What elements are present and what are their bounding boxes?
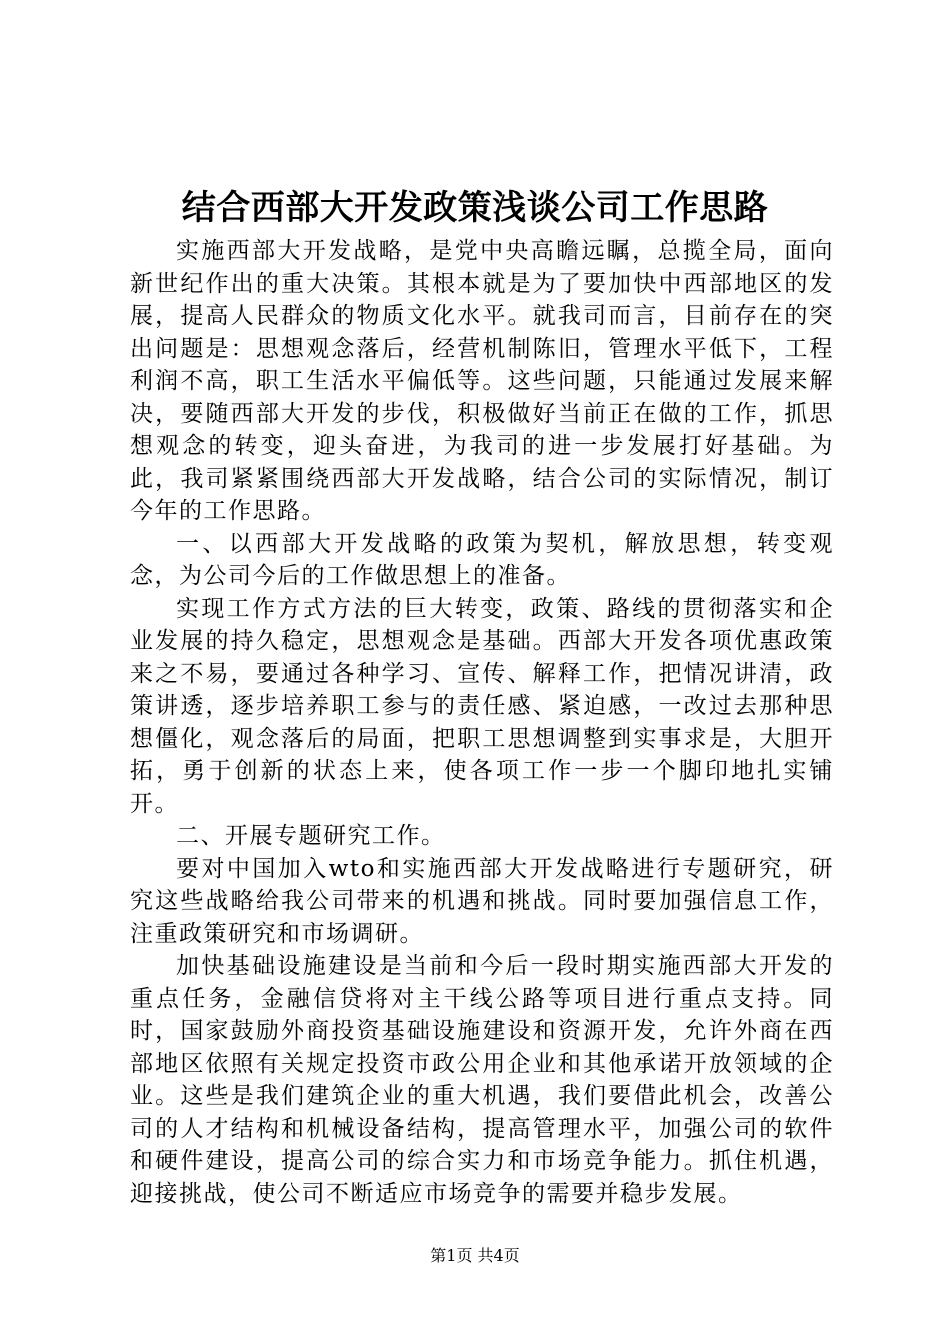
paragraph-section-1: 实现工作方式方法的巨大转变，政策、路线的贯彻落实和企业发展的持久稳定，思想观念是基础。西部大开发各项优惠政策来之不易，要通过各种学习、宣传、解释工作，把情况讲清，政策讲透，逐步培养职工参与的责任感、紧迫感，一改过去那种思想僵化，观念落后的局面，把职工思想调整到实事求是，大胆开拓，勇于创新的状态上来，使各项工作一步一个脚印地扎实铺开。 [130,595,834,817]
section-heading-2: 二、开展专题研究工作。 [176,823,446,849]
document-body [130,235,834,1210]
paragraph-intro: 实施西部大开发战略，是党中央高瞻远瞩，总揽全局，面向新世纪作出的重大决策。其根本就是为了要加快中西部地区的发展，提高人民群众的物质文化水平。就我司而言，目前存在的突出问题是：思想观念落后，经营机制陈旧，管理水平低下，工程利润不高，职工生活水平偏低等。这些问题，只能通过发展来解决，要随西部大开发的步伐，积极做好当前正在做的工作，抓思想观念的转变，迎头奋进，为我司的进一步发展打好基础。为此，我司紧紧围绕西部大开发战略，结合公司的实际情况，制订今年的工作思路。 [130,238,834,524]
paragraph-section-2b: 加快基础设施建设是当前和今后一段时期实施西部大开发的重点任务，金融信贷将对主干线公路等项目进行重点支持。同时，国家鼓励外商投资基础设施建设和资源开发，允许外商在西部地区依照有关规定投资市政公用企业和其他承诺开放领域的企业。这些是我们建筑企业的重大机遇，我们要借此机会，改善公司的人才结构和机械设备结构，提高管理水平，加强公司的软件和硬件建设，提高公司的综合实力和市场竞争能力。抓住机遇，迎接挑战，使公司不断适应市场竞争的需要并稳步发展。 [130,953,834,1207]
page-footer: 第1页 共4页 [430,1246,520,1265]
document-title: 结合西部大开发政策浅谈公司工作思路 [181,188,769,228]
section-heading-1: 一、以西部大开发战略的政策为契机，解放思想，转变观念，为公司今后的工作做思想上的准备。 [130,530,834,589]
paragraph-section-2a: 要对中国加入wto和实施西部大开发战略进行专题研究，研究这些战略给我公司带来的机遇和挑战。同时要加强信息工作，注重政策研究和市场调研。 [130,855,834,947]
